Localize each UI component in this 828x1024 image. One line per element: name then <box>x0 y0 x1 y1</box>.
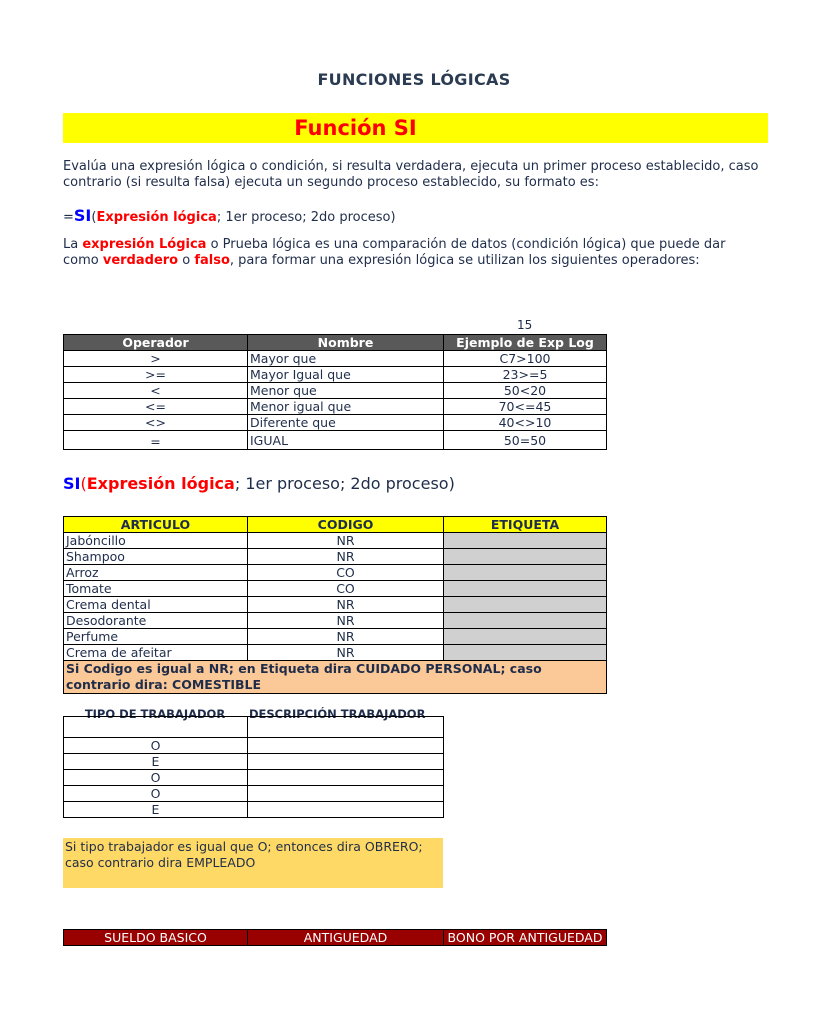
operator-cell[interactable]: = <box>64 431 248 450</box>
table-row <box>64 613 607 629</box>
operator-cell[interactable]: > <box>64 351 248 367</box>
header-codigo: CODIGO <box>248 517 444 533</box>
code-cell[interactable]: NR <box>248 549 444 565</box>
articles-table <box>63 516 607 694</box>
workers-instruction-note: Si tipo trabajador es igual que O; entonces dira OBRERO; caso contrario dira EMPLEADO <box>63 838 443 888</box>
name-cell[interactable]: Mayor Igual que <box>248 367 444 383</box>
articles-header-row <box>64 517 607 533</box>
workers-header-row <box>64 717 444 738</box>
formula-expr: Expresión lógica <box>96 210 217 225</box>
table-row <box>64 754 444 770</box>
header-bono-antiguedad: BONO POR ANTIGUEDAD <box>444 930 607 946</box>
page-title: FUNCIONES LÓGICAS <box>317 70 511 89</box>
name-cell[interactable]: Menor igual que <box>248 399 444 415</box>
header-etiqueta: ETIQUETA <box>444 517 607 533</box>
formula2-expr: Expresión lógica <box>86 474 235 493</box>
example-cell[interactable]: 40<>10 <box>444 415 607 431</box>
operators-header-row <box>64 335 607 351</box>
table-row <box>64 802 444 818</box>
worker-type-cell[interactable]: O <box>64 786 248 802</box>
table-row <box>64 431 607 450</box>
intro-line-2: contrario (si resulta falsa) ejecuta un segundo proceso establecido, su formato es: <box>63 175 599 190</box>
label-cell[interactable] <box>444 645 607 661</box>
operator-cell[interactable]: <= <box>64 399 248 415</box>
header-nombre: Nombre <box>248 335 444 351</box>
table-row <box>64 533 607 549</box>
article-cell[interactable]: Arroz <box>64 565 248 581</box>
article-cell[interactable]: Desodorante <box>64 613 248 629</box>
name-cell[interactable]: Mayor que <box>248 351 444 367</box>
table-row <box>64 399 607 415</box>
example-cell[interactable]: 50=50 <box>444 431 607 450</box>
example-cell[interactable]: C7>100 <box>444 351 607 367</box>
worker-description-cell[interactable] <box>248 770 444 786</box>
worker-description-cell[interactable] <box>248 802 444 818</box>
example-cell[interactable]: 23>=5 <box>444 367 607 383</box>
worker-type-cell[interactable]: O <box>64 738 248 754</box>
formula-syntax-2 <box>63 474 455 493</box>
header-cell <box>64 717 248 738</box>
formula2-open: ( <box>80 474 87 493</box>
table-row <box>64 415 607 431</box>
formula-equals: = <box>63 210 74 225</box>
code-cell[interactable]: NR <box>248 597 444 613</box>
header-articulo: ARTICULO <box>64 517 248 533</box>
header-ejemplo: Ejemplo de Exp Log <box>444 335 607 351</box>
expl-p2e: , para formar una expresión lógica se utilizan los siguientes operadores: <box>229 253 700 268</box>
header-cell <box>248 717 444 738</box>
table-row <box>64 581 607 597</box>
expl-p2b: verdadero <box>102 253 179 268</box>
code-cell[interactable]: NR <box>248 629 444 645</box>
expl-p1b: expresión Lógica <box>82 237 207 252</box>
table-row <box>64 565 607 581</box>
article-cell[interactable]: Jabóncillo <box>64 533 248 549</box>
table-row <box>64 738 444 754</box>
table-row <box>64 629 607 645</box>
code-cell[interactable]: CO <box>248 581 444 597</box>
expl-p1c: o Prueba lógica es una comparación de datos (condición lógica) que puede dar <box>206 237 726 252</box>
article-cell[interactable]: Crema dental <box>64 597 248 613</box>
code-cell[interactable]: NR <box>248 645 444 661</box>
explanation-line-2 <box>63 253 700 269</box>
operators-table <box>63 334 607 450</box>
label-cell[interactable] <box>444 565 607 581</box>
worker-type-cell[interactable]: O <box>64 770 248 786</box>
expl-p1a: La <box>63 237 83 252</box>
formula-rest: ; 1er proceso; 2do proceso) <box>216 210 396 225</box>
expl-p2a: como <box>63 253 103 268</box>
name-cell[interactable]: IGUAL <box>248 431 444 450</box>
name-cell[interactable]: Diferente que <box>248 415 444 431</box>
cell-value-15: 15 <box>517 318 533 332</box>
expl-p2c: o <box>178 253 195 268</box>
explanation-line-1 <box>63 237 726 253</box>
label-cell[interactable] <box>444 549 607 565</box>
table-row <box>64 351 607 367</box>
article-cell[interactable]: Crema de afeitar <box>64 645 248 661</box>
label-cell[interactable] <box>444 533 607 549</box>
label-cell[interactable] <box>444 629 607 645</box>
header-operador: Operador <box>64 335 248 351</box>
header-descripcion-trabajador: DESCRIPCIÓN TRABAJADOR <box>249 707 426 721</box>
article-cell[interactable]: Perfume <box>64 629 248 645</box>
formula2-si: SI <box>63 474 81 493</box>
label-cell[interactable] <box>444 613 607 629</box>
code-cell[interactable]: NR <box>248 533 444 549</box>
expl-p2d: falso <box>194 253 230 268</box>
operator-cell[interactable]: < <box>64 383 248 399</box>
table-row <box>64 367 607 383</box>
worker-type-cell[interactable]: E <box>64 754 248 770</box>
salary-table <box>63 929 607 946</box>
workers-table <box>63 716 444 818</box>
article-cell[interactable]: Tomate <box>64 581 248 597</box>
formula-si: SI <box>73 206 92 225</box>
table-row <box>64 645 607 661</box>
example-cell[interactable]: 50<20 <box>444 383 607 399</box>
article-cell[interactable]: Shampoo <box>64 549 248 565</box>
operator-cell[interactable]: <> <box>64 415 248 431</box>
operator-cell[interactable]: >= <box>64 367 248 383</box>
worker-description-cell[interactable] <box>248 786 444 802</box>
formula-open: ( <box>91 210 97 225</box>
code-cell[interactable]: CO <box>248 565 444 581</box>
label-cell[interactable] <box>444 581 607 597</box>
table-row <box>64 770 444 786</box>
code-cell[interactable]: NR <box>248 613 444 629</box>
example-cell[interactable]: 70<=45 <box>444 399 607 415</box>
table-row <box>64 549 607 565</box>
table-row <box>64 383 607 399</box>
worker-type-cell[interactable]: E <box>64 802 248 818</box>
table-row <box>64 597 607 613</box>
name-cell[interactable]: Menor que <box>248 383 444 399</box>
formula-syntax <box>63 206 396 225</box>
label-cell[interactable] <box>444 597 607 613</box>
table-row <box>64 786 444 802</box>
note-row <box>64 661 607 694</box>
formula2-rest: ; 1er proceso; 2do proceso) <box>234 474 455 493</box>
articles-instruction-note: Si Codigo es igual a NR; en Etiqueta dira CUIDADO PERSONAL; caso contrario dira: COMESTIBLE <box>64 661 607 694</box>
worker-description-cell[interactable] <box>248 754 444 770</box>
header-sueldo-basico: SUELDO BASICO <box>64 930 248 946</box>
intro-line-1: Evalúa una expresión lógica o condición, si resulta verdadera, ejecuta un primer proceso establecido, caso <box>63 159 759 174</box>
function-title: Función SI <box>294 116 417 140</box>
worker-description-cell[interactable] <box>248 738 444 754</box>
salary-header-row <box>64 930 607 946</box>
header-tipo-trabajador: TIPO DE TRABAJADOR <box>84 707 226 721</box>
header-antiguedad: ANTIGUEDAD <box>248 930 444 946</box>
